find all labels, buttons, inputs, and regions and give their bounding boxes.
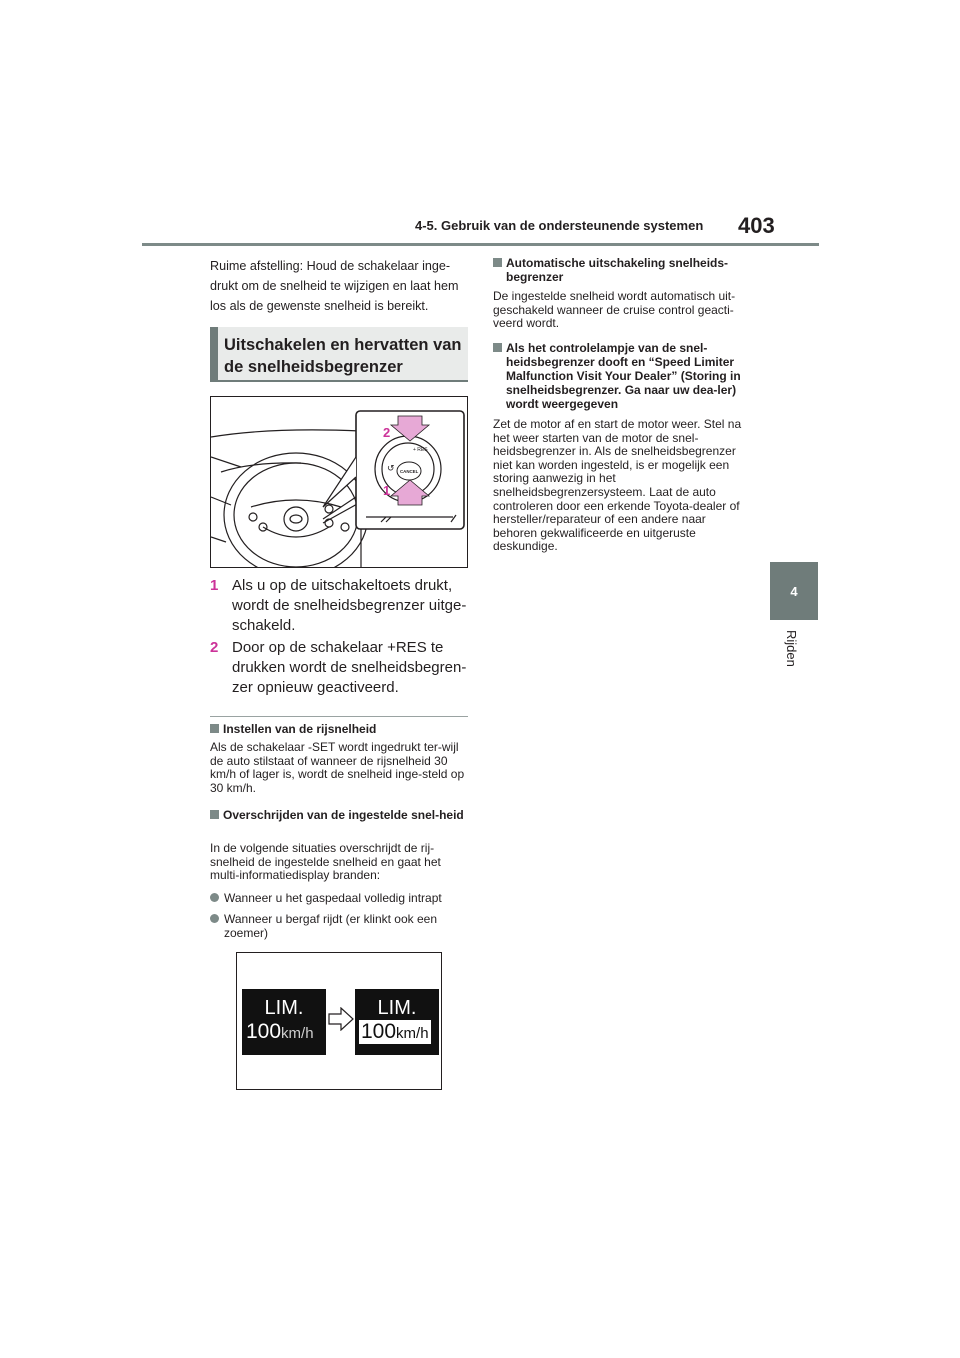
list-item: Wanneer u het gaspedaal volledig intrapt [210, 891, 468, 905]
steering-wheel-svg [211, 397, 468, 568]
callout-2: 2 [383, 425, 391, 440]
section-heading-text: Uitschakelen en hervatten van de snelheidsbegrenzer [224, 336, 462, 376]
circle-bullet-icon [210, 914, 219, 923]
note-heading: Als het controlelampje van de snel-heidsbegrenzer dooft en “Speed Limiter Malfunction Visit Your Dealer” (Storing in snelheidsbegrenzer. Ga naar uw dea-ler) wordt weergegeven [493, 341, 751, 411]
lim-label: LIM. [377, 997, 417, 1019]
svg-text:↺: ↺ [387, 464, 395, 474]
section-heading [210, 327, 468, 382]
chapter-tab: 4 [770, 562, 818, 620]
limit-display-flashing [355, 989, 439, 1055]
circle-bullet-icon [210, 893, 219, 902]
speed-limit-display-illustration [236, 952, 442, 1090]
intro-paragraph: Ruime afstelling: Houd de schakelaar inge-drukt om de snelheid te wijzigen en laat hem los als de gewenste snelheid is bereikt. [210, 259, 459, 313]
note-heading: Overschrijden van de ingestelde snel-heid [210, 808, 468, 822]
section-title: 4-5. Gebruik van de ondersteunende systemen [415, 218, 704, 233]
note-heading: Automatische uitschakeling snelheids-begrenzer [493, 256, 751, 284]
limit-display-normal [242, 989, 326, 1055]
step-2 [210, 638, 468, 698]
arrow-right-icon [328, 1007, 354, 1031]
step-1 [210, 576, 468, 636]
step-number: 2 [210, 639, 219, 656]
page-number: 403 [738, 213, 775, 238]
header-rule [142, 243, 819, 246]
note-heading: Instellen van de rijsnelheid [210, 722, 468, 736]
note-body: Als de schakelaar -SET wordt ingedrukt ter-wijl de auto stilstaat of wanneer de rijsnelheid 30 km/h of lager is, wordt de snelheid inge-steld op 30 km/h. [210, 740, 465, 795]
lim-speed: 100km/h [246, 1020, 314, 1043]
lim-speed: 100km/h [361, 1020, 429, 1043]
res-label: + RES [413, 447, 428, 453]
lim-label: LIM. [264, 997, 304, 1019]
note-body: De ingestelde snelheid wordt automatisch uit-geschakeld wanneer de cruise control geacti-veerd wordt. [493, 289, 736, 331]
note-body: In de volgende situaties overschrijdt de rij-snelheid de ingestelde snelheid en gaat het multi-informatiedisplay branden: [210, 841, 441, 883]
divider [210, 716, 468, 717]
cancel-label: CANCEL [400, 469, 419, 474]
square-bullet-icon [210, 810, 219, 819]
step-text: Als u op de uitschakeltoets drukt, wordt de snelheidsbegrenzer uitge-schakeld. [232, 577, 467, 634]
step-number: 1 [210, 577, 219, 594]
note-body: Zet de motor af en start de motor weer. Stel na het weer starten van de motor de snel-heidsbegrenzer in. Als de snelheidsbegrenzer niet kan worden ingesteld, is er mogelijk een storing aanwezig in het snelheidsbegrenzersysteem. Laat de auto controleren door een erkende Toyota-dealer of hersteller/reparateur of een andere naar behoren gekwalificeerde en uitgeruste deskundige. [493, 417, 742, 554]
square-bullet-icon [210, 724, 219, 733]
square-bullet-icon [493, 258, 502, 267]
square-bullet-icon [493, 343, 502, 352]
chapter-label: Rijden [784, 630, 799, 667]
steering-wheel-illustration [210, 396, 468, 568]
callout-1: 1 [383, 483, 391, 498]
list-item: Wanneer u bergaf rijdt (er klinkt ook een zoemer) [210, 912, 468, 940]
step-text: Door op de schakelaar +RES te drukken wordt de snelheidsbegren-zer opnieuw geactiveerd. [232, 639, 467, 696]
